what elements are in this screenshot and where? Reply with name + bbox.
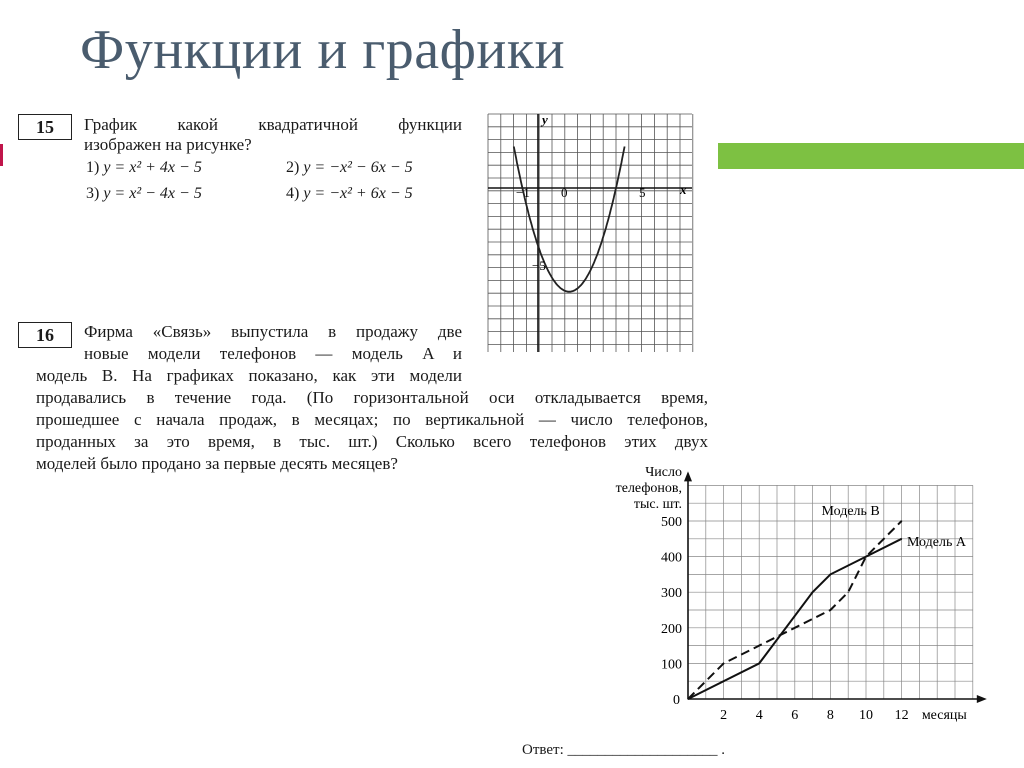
q16-text-line2: новые модели телефонов — модель A и	[84, 344, 462, 363]
legend-model-b: Модель B	[821, 504, 880, 519]
parabola-curve	[514, 147, 625, 292]
sales-origin-label: 0	[673, 693, 680, 708]
q16-text-line6: проданных за это время, в тыс. шт.) Сколько всего телефонов этих двух	[36, 432, 708, 451]
q15-option-2-expr: y = −x² − 6x − 5	[303, 159, 413, 176]
series-model-b-point	[830, 609, 831, 610]
q15-option-1	[86, 159, 202, 177]
legend-model-a: Модель A	[906, 534, 966, 550]
sales-x-tick-label: 10	[859, 708, 873, 723]
sales-chart-ylabel	[616, 465, 682, 512]
sales-y-tick-label: 300	[661, 586, 682, 602]
sales-ylabel-line: телефонов,	[615, 481, 682, 496]
series-model-a-point	[759, 663, 760, 664]
q15-text-line1: График какой квадратичной функции	[84, 115, 462, 134]
series-model-a-point	[812, 592, 813, 593]
q15-option-1-num: 1)	[86, 159, 100, 176]
q15-option-2-num: 2)	[286, 159, 300, 176]
sales-x-tick-label: 6	[791, 708, 799, 723]
series-model-b-point	[865, 556, 866, 557]
sales-x-tick-label: 12	[894, 708, 909, 723]
series-model-b-point	[794, 627, 795, 628]
q15-option-3	[86, 185, 202, 203]
sales-x-arrow	[977, 695, 987, 703]
series-model-b-point	[687, 698, 688, 699]
parabola-x-label: x	[680, 182, 687, 197]
parabola-label-neg5: −5	[532, 258, 546, 273]
q15-option-2	[286, 159, 413, 177]
q15-text-line2: изображен на рисунке?	[84, 135, 252, 154]
q15-option-4	[286, 185, 413, 203]
series-model-a-point	[830, 574, 831, 575]
q15-number: 15	[18, 114, 72, 140]
q15-option-4-num: 4)	[286, 185, 300, 202]
sales-y-arrow	[684, 471, 692, 481]
sales-y-tick-label: 500	[661, 515, 682, 530]
q16-text-line1: Фирма «Связь» выпустила в продажу две	[84, 322, 462, 341]
series-model-b-point	[901, 520, 902, 521]
sales-x-axis-label: месяцы	[921, 708, 967, 723]
parabola-grid	[488, 114, 693, 352]
sales-x-tick-label: 4	[755, 708, 763, 723]
q15-option-3-expr: y = x² − 4x − 5	[103, 185, 202, 202]
sales-y-tick-label: 400	[661, 550, 682, 566]
sales-x-tick-label: 2	[720, 708, 728, 723]
q15-option-4-expr: y = −x² + 6x − 5	[303, 185, 413, 202]
sales-y-tick-label: 200	[661, 621, 682, 637]
accent-bar	[718, 143, 1024, 169]
q16-text-line3: модель B. На графиках показано, как эти модели	[36, 366, 462, 385]
left-accent-mark	[0, 144, 3, 166]
series-model-a-point	[901, 538, 902, 539]
q16-sales-chart	[580, 458, 1000, 730]
q15-option-3-num: 3)	[86, 185, 100, 202]
q15-parabola-graph	[486, 112, 696, 354]
sales-ylabel-line: тыс. шт.	[633, 497, 682, 512]
parabola-label-five: 5	[639, 185, 646, 200]
slide-title: Функции и графики	[80, 19, 566, 81]
sales-ylabel-line: Число	[645, 465, 682, 480]
sales-x-tick-label: 8	[826, 708, 834, 723]
parabola-y-label: y	[542, 112, 548, 127]
sales-y-tick-label: 100	[661, 657, 682, 673]
q16-text-line7: моделей было продано за первые десять месяцев?	[36, 454, 398, 473]
parabola-label-neg1: −1	[516, 185, 530, 200]
q16-number: 16	[18, 322, 72, 348]
series-model-b-point	[848, 592, 849, 593]
q16-text-line5: прошедшее с начала продаж, в месяцах; по вертикальной — число телефонов,	[36, 410, 708, 429]
q15-option-1-expr: y = x² + 4x − 5	[103, 159, 202, 176]
parabola-label-zero: 0	[561, 185, 568, 200]
answer-line: Ответ: ____________________ .	[522, 742, 726, 758]
q16-text-line4: продавались в течение года. (По горизонтальной оси откладывается время,	[36, 388, 708, 407]
series-model-b-point	[723, 663, 724, 664]
